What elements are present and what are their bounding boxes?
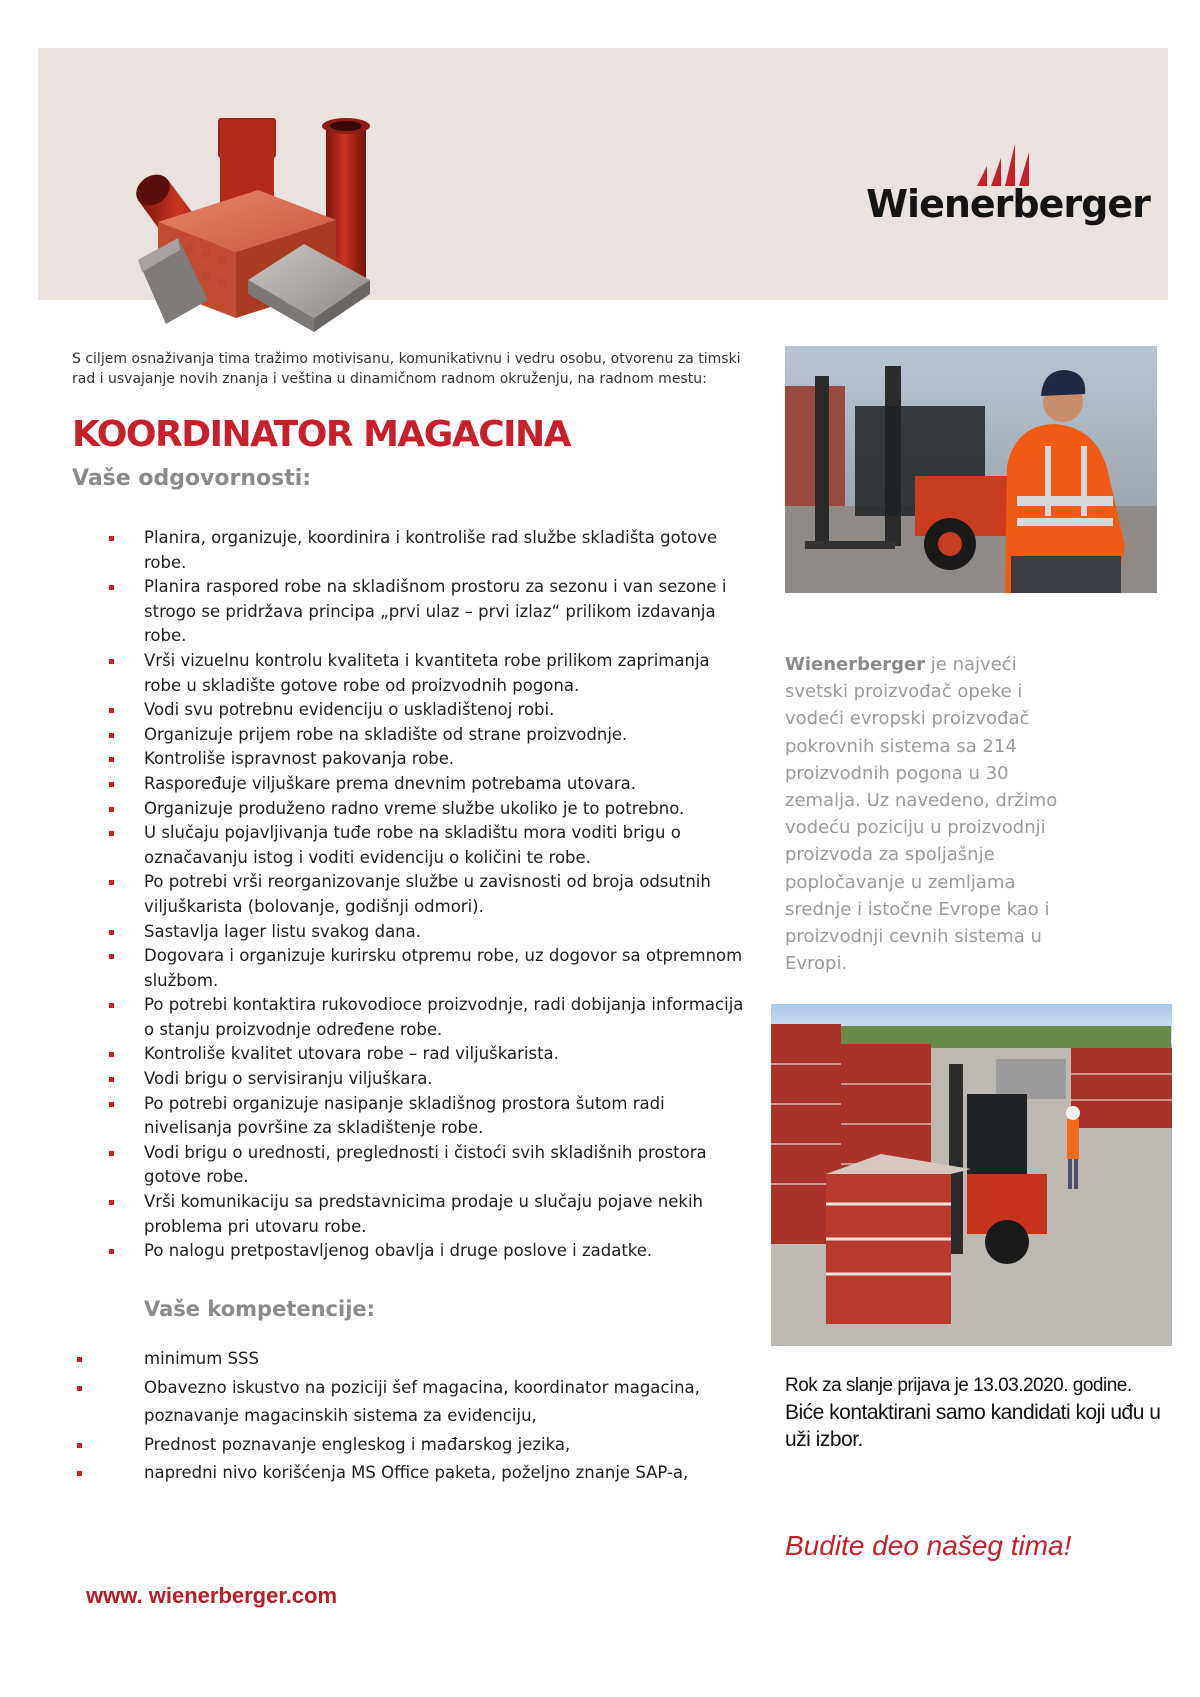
logo-mark-icon	[973, 138, 1033, 186]
competencies-heading: Vaše kompetencije:	[144, 1297, 376, 1321]
competencies-list	[72, 1345, 732, 1488]
list-item: minimum SSS	[72, 1345, 732, 1374]
list-item: napredni nivo korišćenja MS Office paketa, poželjno znanje SAP-a,	[72, 1459, 732, 1488]
list-item: Po nalogu pretpostavljenog obavlja i druge poslove i zadatke.	[106, 1239, 746, 1264]
list-item: Planira raspored robe na skladišnom prostoru za sezonu i van sezone i strogo se pridržava principa „prvi ulaz – prvi izlaz“ prilikom izdavanja robe.	[106, 575, 746, 649]
deadline-date: Rok za slanje prijava je 13.03.2020. godine.	[785, 1375, 1132, 1396]
list-item: Obavezno iskustvo na poziciji šef magacina, koordinator magacina, poznavanje magacinskih sistema za evidenciju,	[72, 1374, 732, 1431]
list-item: Vodi brigu o servisiranju viljuškara.	[106, 1067, 746, 1092]
responsibilities-list	[106, 526, 746, 1264]
list-item: Po potrebi vrši reorganizovanje službe u zavisnosti od broja odsutnih viljuškarista (bolovanje, godišnji odmori).	[106, 870, 746, 919]
deadline-note: Biće kontaktirani samo kandidati koji uđu u uži izbor.	[785, 1401, 1161, 1451]
website-link[interactable]: www. wienerberger.com	[86, 1583, 338, 1608]
list-item: U slučaju pojavljivanja tuđe robe na skladištu mora voditi brigu o označavanju istog i voditi evidenciju o količini te robe.	[106, 821, 746, 870]
header-banner	[38, 48, 1168, 300]
about-text: je najveći svetski proizvođač opeke i vodeći evropski proizvođač pokrovnih sistema sa 214 proizvodnih pogona u 30 zemalja. Uz navedeno, držimo vodeću poziciju u proizvodnji proizvoda za spoljašnje popločavanje u zemljama srednje i istočne Evrope kao i proizvodnji cevnih sistema u Evropi.	[785, 654, 1058, 975]
slogan: Budite deo našeg tima!	[785, 1530, 1072, 1561]
warehouse-yard-photo	[771, 1004, 1172, 1346]
list-item: Dogovara i organizuje kurirsku otpremu robe, uz dogovor sa otpremnom službom.	[106, 944, 746, 993]
responsibilities-heading: Vaše odgovornosti:	[72, 466, 312, 491]
list-item: Prednost poznavanje engleskog i mađarskog jezika,	[72, 1431, 732, 1460]
list-item: Po potrebi kontaktira rukovodioce proizvodnje, radi dobijanja informacija o stanju proizvodnje određene robe.	[106, 993, 746, 1042]
list-item: Vrši vizuelnu kontrolu kvaliteta i kvantiteta robe prilikom zaprimanja robe u skladište gotove robe od proizvodnih pogona.	[106, 649, 746, 698]
wienerberger-logo	[858, 138, 1158, 248]
list-item: Planira, organizuje, koordinira i kontroliše rad službe skladišta gotove robe.	[106, 526, 746, 575]
list-item: Kontroliše kvalitet utovara robe – rad viljuškarista.	[106, 1042, 746, 1067]
list-item: Po potrebi organizuje nasipanje skladišnog prostora šutom radi nivelisanja površine za skladištenje robe.	[106, 1092, 746, 1141]
intro-text: S ciljem osnaživanja tima tražimo motivisanu, komunikativnu i vedru osobu, otvorenu za timski rad i usvajanje novih znanja i veština u dinamičnom radnom okruženju, na radnom mestu:	[72, 351, 741, 387]
list-item: Vodi svu potrebnu evidenciju o uskladištenoj robi.	[106, 698, 746, 723]
product-collage-image	[108, 110, 408, 340]
job-title: KOORDINATOR MAGACINA	[72, 414, 570, 455]
about-brand-name: Wienerberger	[785, 654, 926, 675]
list-item: Raspoređuje viljuškare prema dnevnim potrebama utovara.	[106, 772, 746, 797]
list-item: Sastavlja lager listu svakog dana.	[106, 920, 746, 945]
company-description	[785, 651, 1060, 977]
list-item: Vrši komunikaciju sa predstavnicima prodaje u slučaju pojave nekih problema pri utovaru robe.	[106, 1190, 746, 1239]
application-deadline	[785, 1372, 1185, 1453]
list-item: Organizuje prijem robe na skladište od strane proizvodnje.	[106, 723, 746, 748]
list-item: Organizuje produženo radno vreme službe ukoliko je to potrebno.	[106, 797, 746, 822]
list-item: Kontroliše ispravnost pakovanja robe.	[106, 747, 746, 772]
worker-forklift-photo	[785, 346, 1157, 593]
list-item: Vodi brigu o urednosti, preglednosti i čistoći svih skladišnih prostora gotove robe.	[106, 1141, 746, 1190]
logo-wordmark: Wienerberger	[866, 182, 1150, 226]
